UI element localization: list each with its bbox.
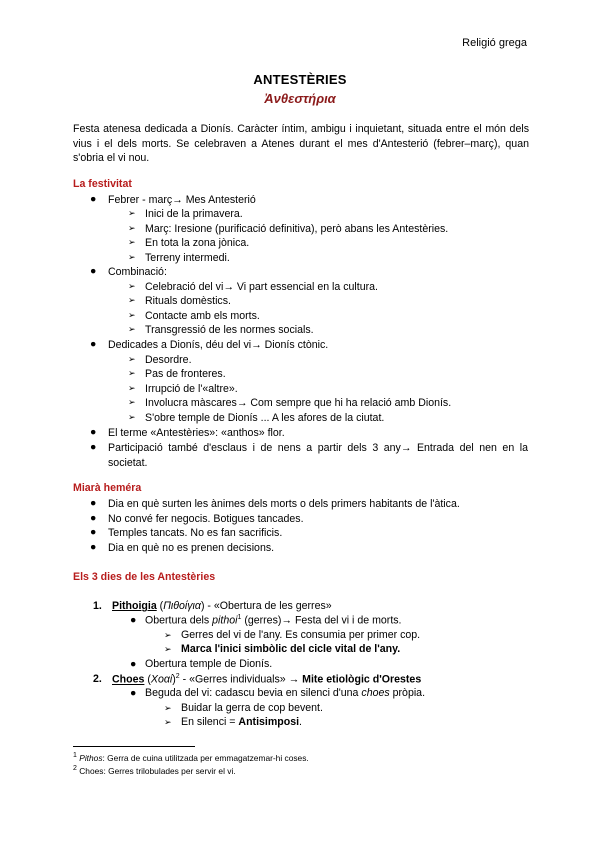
list-item: Temples tancats. No es fan sacrificis. <box>108 527 283 539</box>
arrow-bullet-icon: ➢ <box>164 703 172 713</box>
list-item <box>145 614 402 627</box>
day-title-pithoigia: Pithoigia (Πιθοίγια) - «Obertura de les gerres» <box>112 600 332 612</box>
text-fragment: (gerres)→ Festa del vi i de morts. <box>241 614 402 627</box>
arrow-bullet-icon: ➢ <box>164 644 172 654</box>
sub-list-item: Gerres del vi de l'any. Es consumia per primer cop. <box>181 629 421 641</box>
list-item <box>145 687 425 699</box>
bullet-icon: ● <box>90 526 97 538</box>
footnote-ref[interactable]: 1 <box>237 614 242 621</box>
day-description: - «Gerres individuals» → <box>179 673 303 686</box>
text-fragment: En silenci = <box>181 716 239 728</box>
greek-term: Πιθοίγια <box>163 600 201 612</box>
sub-list-item: Irrupció de l'«altre». <box>145 383 238 395</box>
sub-list-item: Març: Iresione (purificació definitiva), però abans les Antestèries. <box>145 223 449 235</box>
sub-list-item: En tota la zona jònica. <box>145 237 250 249</box>
arrow-bullet-icon: ➢ <box>128 383 136 393</box>
page-title: ANTESTÈRIES <box>253 72 347 87</box>
list-item: El terme «Antestèries»: «anthos» flor. <box>108 427 285 439</box>
arrow-bullet-icon: ➢ <box>128 397 136 407</box>
footnote-2 <box>73 765 236 776</box>
arrow-bullet-icon: ➢ <box>164 717 172 727</box>
sub-list-item: Inici de la primavera. <box>145 208 243 220</box>
arrow-bullet-icon: ➢ <box>164 630 172 640</box>
sub-list-item: Buidar la gerra de cop bevent. <box>181 702 323 714</box>
italic-term: pithoi <box>212 614 238 627</box>
bullet-icon: ● <box>90 193 97 205</box>
footnote-1 <box>73 752 309 763</box>
list-item: Dia en què no es prenen decisions. <box>108 542 275 554</box>
arrow-bullet-icon: ➢ <box>128 310 136 320</box>
day-number: 1. <box>93 600 102 612</box>
arrow-bullet-icon: ➢ <box>128 237 136 247</box>
sub-list-item: Pas de fronteres. <box>145 368 226 380</box>
footnote-divider <box>73 746 195 747</box>
footnote-ref[interactable]: 2 <box>175 673 180 680</box>
bullet-icon: ● <box>90 441 97 453</box>
sub-list-item: Desordre. <box>145 354 192 366</box>
day-description: - «Obertura de les gerres» <box>204 600 332 612</box>
list-item: Dia en què surten les ànimes dels morts o dels primers habitants de l'àtica. <box>108 498 460 510</box>
sub-list-item: Terreny intermedi. <box>145 252 230 264</box>
footnote-number: 1 <box>73 752 77 759</box>
list-item: Dedicades a Dionís, déu del vi→ Dionís ctònic. <box>108 339 329 351</box>
arrow-bullet-icon: ➢ <box>128 324 136 334</box>
sub-list-item: Contacte amb els morts. <box>145 310 260 322</box>
page-subtitle-greek: Ἀνθεστήρια <box>264 91 336 106</box>
italic-term: Pithos <box>79 752 103 763</box>
intro-paragraph: Festa atenesa dedicada a Dionís. Caràcter íntim, ambigu i inquietant, situada entre el món dels vius i el dels morts. Se celebraven a Atenes durant el mes d'Antesterió (febrer–març), quan s'obria el vi nou. <box>73 123 529 165</box>
day-name: Pithoigia <box>112 600 157 612</box>
bullet-icon: ● <box>130 658 137 670</box>
sub-list-item: Transgressió de les normes socials. <box>145 324 314 336</box>
arrow-bullet-icon: ➢ <box>128 252 136 262</box>
bullet-icon: ● <box>90 541 97 553</box>
bullet-icon: ● <box>90 497 97 509</box>
bullet-icon: ● <box>90 512 97 524</box>
bullet-icon: ● <box>130 614 137 626</box>
bold-term: Antisimposi <box>238 716 300 728</box>
page-header: Religió grega <box>462 37 527 49</box>
footnote-number: 2 <box>73 765 77 772</box>
footnote-text: Choes: Gerres trilobulades per servir el vi. <box>76 765 236 776</box>
sub-list-item: Rituals domèstics. <box>145 295 231 307</box>
list-item: Obertura temple de Dionís. <box>145 658 273 670</box>
sub-list-item: Involucra màscares→ Com sempre que hi ha relació amb Dionís. <box>145 397 452 409</box>
section-heading-festivitat: La festivitat <box>73 178 132 190</box>
arrow-bullet-icon: ➢ <box>128 208 136 218</box>
arrow-bullet-icon: ➢ <box>128 223 136 233</box>
greek-term: Χοαί <box>150 673 173 686</box>
footnote-text: : Gerra de cuina utilitzada per emmagatzemar-hi coses. <box>102 752 309 763</box>
day-number: 2. <box>93 673 102 685</box>
text-fragment: Obertura dels <box>145 614 213 627</box>
sub-list-item: S'obre temple de Dionís ... A les afores de la ciutat. <box>145 412 385 424</box>
bullet-icon: ● <box>90 426 97 438</box>
list-item: No convé fer negocis. Botigues tancades. <box>108 513 304 525</box>
day-title-choes: Choes $(Xo\alpha ί)^2$ - «Gerres individuals» → Mite etiològic d'Orestes <box>112 673 422 686</box>
day-name: Choes <box>112 673 145 686</box>
text-fragment: pròpia. <box>389 687 426 699</box>
arrow-bullet-icon: ➢ <box>128 412 136 422</box>
sub-list-item: En silenci = Antisimposi. <box>181 716 302 728</box>
section-heading-miara: Miarà heméra <box>73 482 142 494</box>
arrow-bullet-icon: ➢ <box>128 368 136 378</box>
arrow-bullet-icon: ➢ <box>128 295 136 305</box>
sub-list-item: Marca l'inici simbòlic del cicle vital de l'any. <box>181 643 401 655</box>
section-heading-dies: Els 3 dies de les Antestèries <box>73 571 216 583</box>
text-fragment: Beguda del vi: cadascu bevia en silenci d'una <box>145 687 362 699</box>
arrow-bullet-icon: ➢ <box>128 281 136 291</box>
bullet-icon: ● <box>90 338 97 350</box>
arrow-bullet-icon: ➢ <box>128 354 136 364</box>
bullet-icon: ● <box>90 265 97 277</box>
italic-term: choes <box>361 687 390 699</box>
list-item: Febrer - març→ Mes Antesterió <box>108 194 256 206</box>
list-item: Participació també d'esclaus i de nens a partir dels 3 any→ Entrada del nen en la societat. <box>108 442 528 469</box>
day-highlight: Mite etiològic d'Orestes <box>302 673 422 686</box>
bullet-icon: ● <box>130 687 137 699</box>
list-item: Combinació: <box>108 266 167 278</box>
sub-list-item: Celebració del vi→ Vi part essencial en la cultura. <box>145 281 378 293</box>
